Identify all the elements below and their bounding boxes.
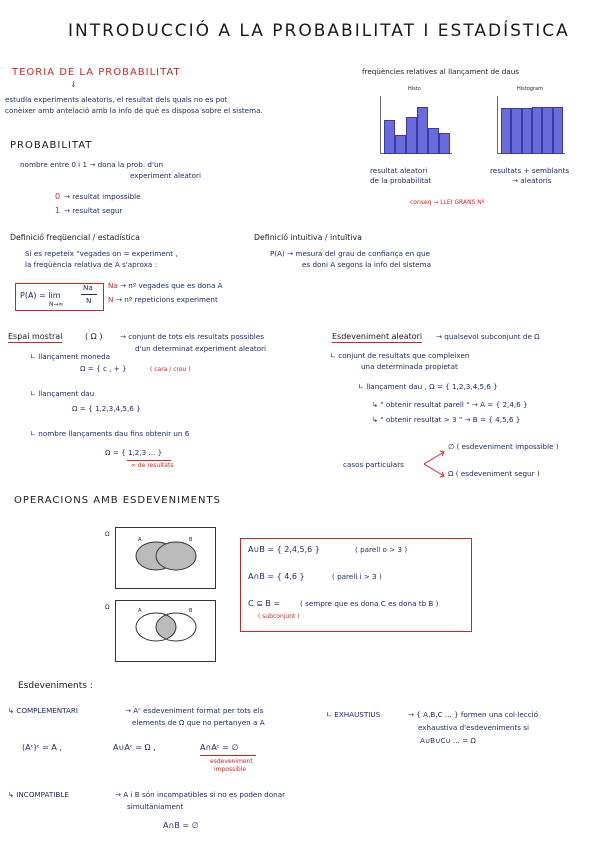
histogram-bar-1 [501, 108, 511, 154]
moneda: ∟ llançament moneda [30, 352, 111, 361]
freq-caption-left-2: de la probabilitat [370, 176, 432, 185]
espai-desc2: d'un determinat experiment aleatori [135, 344, 267, 353]
inc-text1: → A i B són incompatibles si no es poden donar [115, 790, 286, 799]
casos-label: casos particulars [343, 460, 404, 469]
operacions-heading: OPERACIONS AMB ESDEVENIMENTS [14, 495, 221, 506]
histogram-bar-6 [439, 133, 450, 154]
na-label: Na [108, 281, 118, 290]
freqdef-line2: la freqüència relativa de A s'aproxa : [25, 260, 158, 269]
espai-desc1: → conjunt de tots els resultats possibles [120, 332, 264, 341]
venn1-b: B [189, 537, 193, 543]
moneda-set: Ω = { c , + } [80, 364, 127, 373]
chart1-title: Histo [408, 86, 421, 92]
intuitiva-line1: P(A) → mesura del grau de confiança en que [270, 249, 430, 258]
histogram-bar-3 [522, 108, 532, 154]
sub-note: ( sempre que es dona C es dona tb B ) [300, 599, 439, 608]
probabilitat-heading: PROBABILITAT [10, 140, 93, 151]
freq-caption-red: conseq → LLEI GRANS Nº [410, 199, 485, 206]
nombre: ∟ nombre llançaments dau fins obtenir un 6 [30, 429, 190, 438]
comp-formula-3-note2: impossible [214, 766, 247, 773]
n-label: N [108, 295, 114, 304]
exh-text2: exhaustiva d'esdeveniments si [418, 723, 530, 732]
exh-label: ∟ EXHAUSTIUS [326, 710, 381, 719]
exh-text1: → { A,B,C ... } formen una col·lecció [408, 710, 539, 719]
esdev-par: ↳ " obtenir resultat parell " → A = { 2,4,6 } [372, 400, 528, 409]
inc-text2: simultàniament [127, 802, 184, 811]
comp-text2: elements de Ω que no pertanyen a A [132, 718, 265, 727]
histogram-bar-5 [428, 128, 439, 154]
inter-note: ( parell i > 3 ) [332, 572, 382, 581]
histogram-bar-3 [406, 117, 417, 154]
venn2-a: A [138, 608, 142, 614]
zero-value: 0 [55, 192, 61, 201]
teoria-line1: estudia experiments aleatoris, el resultat dels quals no es pot [5, 95, 228, 104]
inter-formula: A∩B = { 4,6 } [248, 572, 305, 581]
freq-heading: freqüències relatives al llançament de daus [362, 67, 519, 76]
page-title: INTRODUCCIÓ A LA PROBABILITAT I ESTADÍSTICA [68, 21, 570, 41]
freq-caption-left-1: resultat aleatori [370, 166, 428, 175]
inc-formula: A∩B = ∅ [163, 821, 199, 830]
union-formula: A∪B = { 2,4,5,6 } [248, 545, 320, 554]
teoria-heading: TEORIA DE LA PROBABILITAT [12, 67, 181, 78]
comp-formula-2: A∪Aᶜ = Ω , [113, 743, 156, 752]
chart2-title: Histogram [517, 86, 543, 92]
venn2-omega: Ω [105, 604, 110, 611]
sub-label: ( subconjunt ) [258, 613, 300, 620]
esdeveniments-heading: Esdeveniments : [18, 681, 93, 691]
nombre-note: ∞ de resultats [131, 462, 174, 469]
espai-heading: Espai mostral [8, 332, 62, 343]
union-note: ( parell o > 3 ) [355, 545, 408, 554]
histogram-1 [380, 86, 452, 154]
zero-text: → resultat impossible [64, 192, 141, 201]
freq-caption-right-1: resultats + semblants [490, 166, 570, 175]
probabilitat-line2: experiment aleatori [130, 171, 201, 180]
comp-label: ↳ COMPLEMENTARI [8, 706, 79, 715]
venn-intersection [115, 600, 216, 662]
inc-label: ↳ INCOMPATIBLE [8, 790, 69, 799]
espai-omega: ( Ω ) [85, 332, 103, 341]
down-arrow-icon: ↓ [70, 80, 77, 89]
one-value: 1 [55, 206, 61, 215]
esdev-line2: una determinada propietat [361, 362, 458, 371]
histogram-2 [497, 86, 565, 154]
comp-formula-3-note1: esdeveniment [210, 758, 253, 765]
esdev-line1: ∟ conjunt de resultats que compleixen [330, 351, 470, 360]
comp-text1: → Aᶜ esdeveniment format per tots els [125, 706, 264, 715]
formula-den: N [86, 296, 92, 305]
n-text: → nº repeticions experiment [116, 295, 218, 304]
venn1-omega: Ω [105, 531, 110, 538]
esdev-dau: ∟ llançament dau , Ω = { 1,2,3,4,5,6 } [358, 382, 498, 391]
bracket-arrows-icon [422, 448, 448, 480]
esdev-heading: Esdeveniment aleatori [332, 332, 422, 343]
buit: ∅ ( esdeveniment impossible ) [448, 442, 559, 451]
teoria-line2: conèixer amb antelació amb la info de què es disposa sobre el sistema. [5, 106, 263, 115]
histogram-bar-2 [395, 135, 406, 154]
histogram-bar-4 [417, 107, 428, 154]
venn2-b: B [189, 608, 193, 614]
intuitiva-line2: es doni A segons la info del sistema [302, 260, 432, 269]
histogram-bar-1 [384, 120, 395, 154]
histogram-bar-5 [542, 107, 552, 154]
comp-formula-3: A∩Aᶜ = ∅ [200, 743, 239, 752]
venn1-a: A [138, 537, 142, 543]
moneda-note: ( cara / creu ) [150, 366, 191, 373]
esdev-desc: → qualsevol subconjunt de Ω [436, 332, 540, 341]
dau-set: Ω = { 1,2,3,4,5,6 } [72, 404, 141, 413]
freqdef-line1: Si es repeteix "vegades on = experiment , [25, 249, 178, 258]
comp-formula-1: (Aᶜ)ᶜ = A , [22, 743, 62, 752]
freqdef-heading: Definició freqüencial / estadística [10, 233, 140, 242]
intuitiva-heading: Definició intuitiva / intuïtiva [254, 233, 362, 242]
na-text: → nº vegades que es dona A [120, 281, 223, 290]
formula-num: Na [83, 283, 93, 292]
histogram-bar-6 [553, 107, 563, 154]
esdev-gt3: ↳ " obtenir resultat > 3 " → B = { 4,5,6 } [372, 415, 521, 424]
exh-text3: A∪B∪C∪ ... = Ω [420, 736, 476, 745]
dau: ∟ llançament dau [30, 389, 95, 398]
sub-formula: C ⊆ B = [248, 599, 281, 608]
formula-left: P(A) = lim [20, 291, 61, 300]
one-text: → resultat segur [64, 206, 123, 215]
nombre-set: Ω = { 1,2,3 ... } [105, 448, 163, 457]
histogram-bar-2 [511, 108, 521, 154]
probabilitat-line1: nombre entre 0 i 1 → dona la prob. d'un [20, 160, 164, 169]
segur: Ω ( esdeveniment segur ) [448, 469, 540, 478]
formula-sub: N→∞ [49, 301, 64, 308]
histogram-bar-4 [532, 107, 542, 154]
freq-caption-right-2: → aleatoris [512, 176, 552, 185]
venn-union [115, 527, 216, 589]
